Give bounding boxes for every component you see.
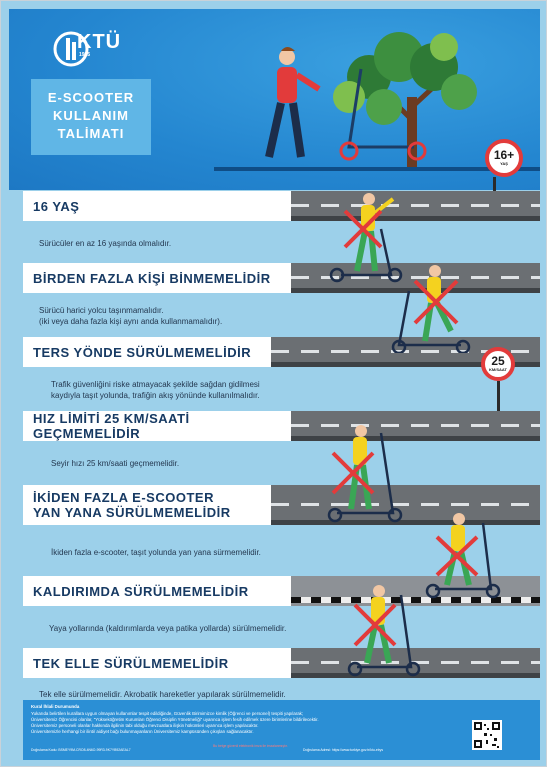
rule-ikiden-fazla xyxy=(23,485,271,525)
footer-heading: Kural İhlali Durumunda xyxy=(31,704,80,709)
footer-signature-note: Bu belge güvenli elektronik imza ile imzalanmıştır. xyxy=(213,744,288,748)
footer-doc-url: Doğrulama Adresi: https://www.turkiye.gov.tr/ktu-ebys xyxy=(303,748,384,752)
rule-kaldirimda xyxy=(23,576,291,606)
rule-description: (iki veya daha fazla kişi aynı anda kullanmamalıdır). xyxy=(39,317,223,326)
footer-line: Üniversitemiz Öğrencisi olanlar, "Yükseköğretim Kurumları Öğrenci Disiplin Yönetmeliği" uyarınca işlem fesih edilmek üzere birimlerine bildirilecektir. xyxy=(31,717,319,722)
speed-sign-unit: KM/SAAT xyxy=(489,367,507,372)
footer-doc-code: Doğrulama Kodu: BSMEY9M-CRO8-4N6O-99R3-9K7YB92AEAL7 xyxy=(31,748,131,752)
header-banner xyxy=(9,9,540,190)
rule-title-line-2: YAN YANA SÜRÜLMEMELİDİR xyxy=(33,505,231,520)
rider-illustration-4 xyxy=(421,509,511,599)
age-sign-unit: YAŞ xyxy=(500,161,508,166)
rule-birden-fazla xyxy=(23,263,291,293)
rule-description: kaydıyla taşıt yolunda, trafiğin akış yönünde kullanılmalıdır. xyxy=(51,391,260,400)
title-card xyxy=(31,79,151,155)
rule-description: Sürücüler en az 16 yaşında olmalıdır. xyxy=(39,239,172,248)
title-line-2: KULLANIM xyxy=(53,108,129,123)
rule-description: Seyir hızı 25 km/saati geçmemelidir. xyxy=(51,459,180,468)
title-line-1: E-SCOOTER xyxy=(47,90,135,105)
rider-illustration-2 xyxy=(381,261,491,353)
rule-description: Sürücü harici yolcu taşınmamalıdır. xyxy=(39,306,164,315)
rule-tek-elle xyxy=(23,648,291,678)
footer xyxy=(23,700,540,760)
rider-illustration-5 xyxy=(341,581,431,677)
rule-description: Trafik güvenliğini riske atmayacak şekilde sağdan gidilmesi xyxy=(51,380,260,389)
footer-line: Üniversitemiz personeli olanlar hakkında ilgilinin tabi olduğu mevzuatlara ilişkin hükümleri uyarınca işlem yapılacaktır. xyxy=(31,723,259,728)
title-line-3: TALİMATI xyxy=(57,126,125,141)
rule-title: KALDIRIMDA SÜRÜLMEMELİDİR xyxy=(33,583,249,599)
speed-sign-number: 25 xyxy=(491,354,505,368)
rule-title: TEK ELLE SÜRÜLMEMELİDİR xyxy=(33,655,229,671)
age-sign-number: 16+ xyxy=(493,148,515,162)
rule-title: TERS YÖNDE SÜRÜLMEMELİDİR xyxy=(33,344,252,360)
rule-description: Yaya yollarında (kaldırımlarda veya patika yollarda) sürülmemelidir. xyxy=(49,624,287,633)
rule-title: HIZ LİMİTİ 25 KM/SAATİ GEÇMEMELİDİR xyxy=(33,411,190,441)
rule-description: İkiden fazla e-scooter, taşıt yolunda yan yana sürmemelidir. xyxy=(51,548,261,557)
header xyxy=(9,9,540,190)
rider-illustration-3 xyxy=(321,413,411,523)
rule-hiz-limiti xyxy=(23,411,291,441)
rule-title: İKİDEN FAZLA E-SCOOTER xyxy=(33,490,214,505)
header-illustration xyxy=(249,27,479,172)
qr-code-icon xyxy=(472,720,502,750)
rule-title: 16 YAŞ xyxy=(33,198,80,214)
rule-ters-yonde xyxy=(23,337,271,367)
rule-title: BİRDEN FAZLA KİŞİ BİNMEMELİDİR xyxy=(33,270,271,286)
footer-line: Üniversitemizle herhangi bir ilinti/ aidiyet bağı bulunmayanların Üniversitemiz kampüsünden çıkışları sağlanacaktır. xyxy=(31,729,254,734)
logo-subtext: 1955 xyxy=(79,52,91,58)
footer-line: Yukarıda belirtilen kurallara uygun olmayan kullanımlar tespit edildiğinde, Güvenlik Birimimizce kimlik (Öğrenci ve personel) tespiti yapılarak; xyxy=(31,711,304,716)
logo-text: KTÜ xyxy=(77,31,122,53)
age-sign xyxy=(485,139,523,177)
rule-16-yas xyxy=(23,191,291,221)
rule-description: Tek elle sürülmemelidir. Akrobatik hareketler yapılarak sürülmemelidir. xyxy=(39,690,286,699)
